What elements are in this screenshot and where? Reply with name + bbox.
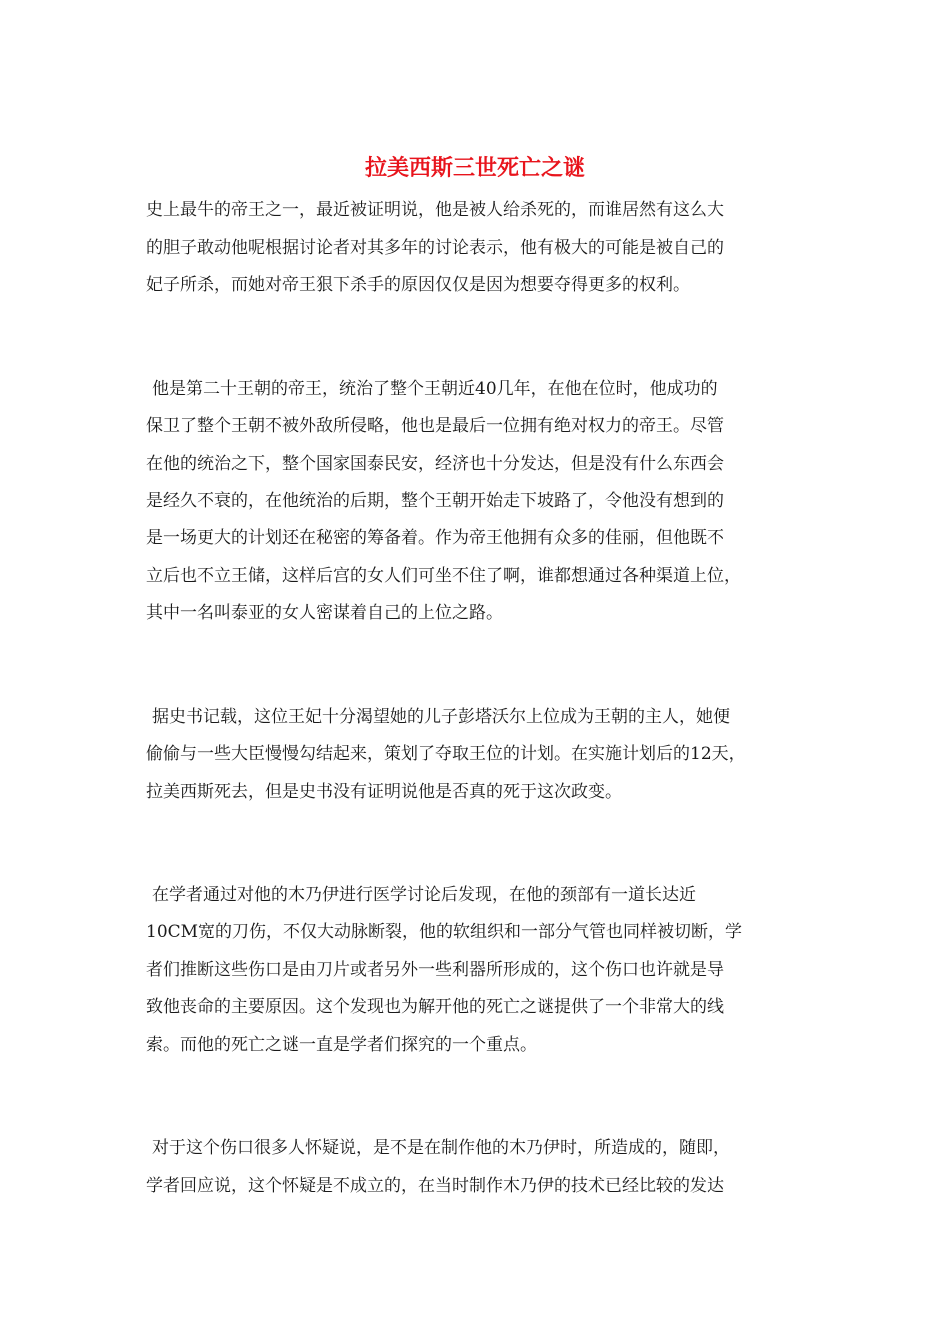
paragraph-4-line-3: 者们推断这些伤口是由刀片或者另外一些利器所形成的，这个伤口也许就是导 xyxy=(146,960,724,980)
paragraph-2-line-7: 其中一名叫泰亚的女人密谋着自己的上位之路。 xyxy=(146,603,503,623)
paragraph-3-line-3: 拉美西斯死去，但是史书没有证明说他是否真的死于这次政变。 xyxy=(146,782,622,802)
paragraph-4-line-2: 10CM宽的刀伤，不仅大动脉断裂，他的软组织和一部分气管也同样被切断，学 xyxy=(146,922,743,942)
paragraph-1-line-3: 妃子所杀，而她对帝王狠下杀手的原因仅仅是因为想要夺得更多的权利。 xyxy=(146,275,690,295)
paragraph-3-line-2: 偷偷与一些大臣慢慢勾结起来，策划了夺取王位的计划。在实施计划后的12天， xyxy=(146,744,746,764)
paragraph-5-line-2: 学者回应说，这个怀疑是不成立的，在当时制作木乃伊的技术已经比较的发达 xyxy=(146,1176,724,1196)
paragraph-2-line-2: 保卫了整个王朝不被外敌所侵略，他也是最后一位拥有绝对权力的帝王。尽管 xyxy=(146,416,724,436)
paragraph-2-line-5: 是一场更大的计划还在秘密的筹备着。作为帝王他拥有众多的佳丽，但他既不 xyxy=(146,528,724,548)
paragraph-4-line-4: 致他丧命的主要原因。这个发现也为解开他的死亡之谜提供了一个非常大的线 xyxy=(146,997,724,1017)
paragraph-2-line-6: 立后也不立王储，这样后宫的女人们可坐不住了啊，谁都想通过各种渠道上位， xyxy=(146,566,741,586)
paragraph-5-line-1: 对于这个伤口很多人怀疑说，是不是在制作他的木乃伊时，所造成的，随即， xyxy=(152,1138,730,1158)
paragraph-2-line-1: 他是第二十王朝的帝王，统治了整个王朝近40几年，在他在位时，他成功的 xyxy=(152,379,718,399)
paragraph-4-line-5: 索。而他的死亡之谜一直是学者们探究的一个重点。 xyxy=(146,1035,537,1055)
paragraph-1-line-2: 的胆子敢动他呢根据讨论者对其多年的讨论表示，他有极大的可能是被自己的 xyxy=(146,238,724,258)
paragraph-2-line-3: 在他的统治之下，整个国家国泰民安，经济也十分发达，但是没有什么东西会 xyxy=(146,454,724,474)
document-title: 拉美西斯三世死亡之谜 xyxy=(364,155,585,181)
paragraph-4-line-1: 在学者通过对他的木乃伊进行医学讨论后发现，在他的颈部有一道长达近 xyxy=(152,885,696,905)
paragraph-3-line-1: 据史书记载，这位王妃十分渴望她的儿子彭塔沃尔上位成为王朝的主人，她便 xyxy=(152,707,730,727)
paragraph-1-line-1: 史上最牛的帝王之一，最近被证明说，他是被人给杀死的，而谁居然有这么大 xyxy=(146,200,724,220)
paragraph-2-line-4: 是经久不衰的，在他统治的后期，整个王朝开始走下坡路了，令他没有想到的 xyxy=(146,491,724,511)
